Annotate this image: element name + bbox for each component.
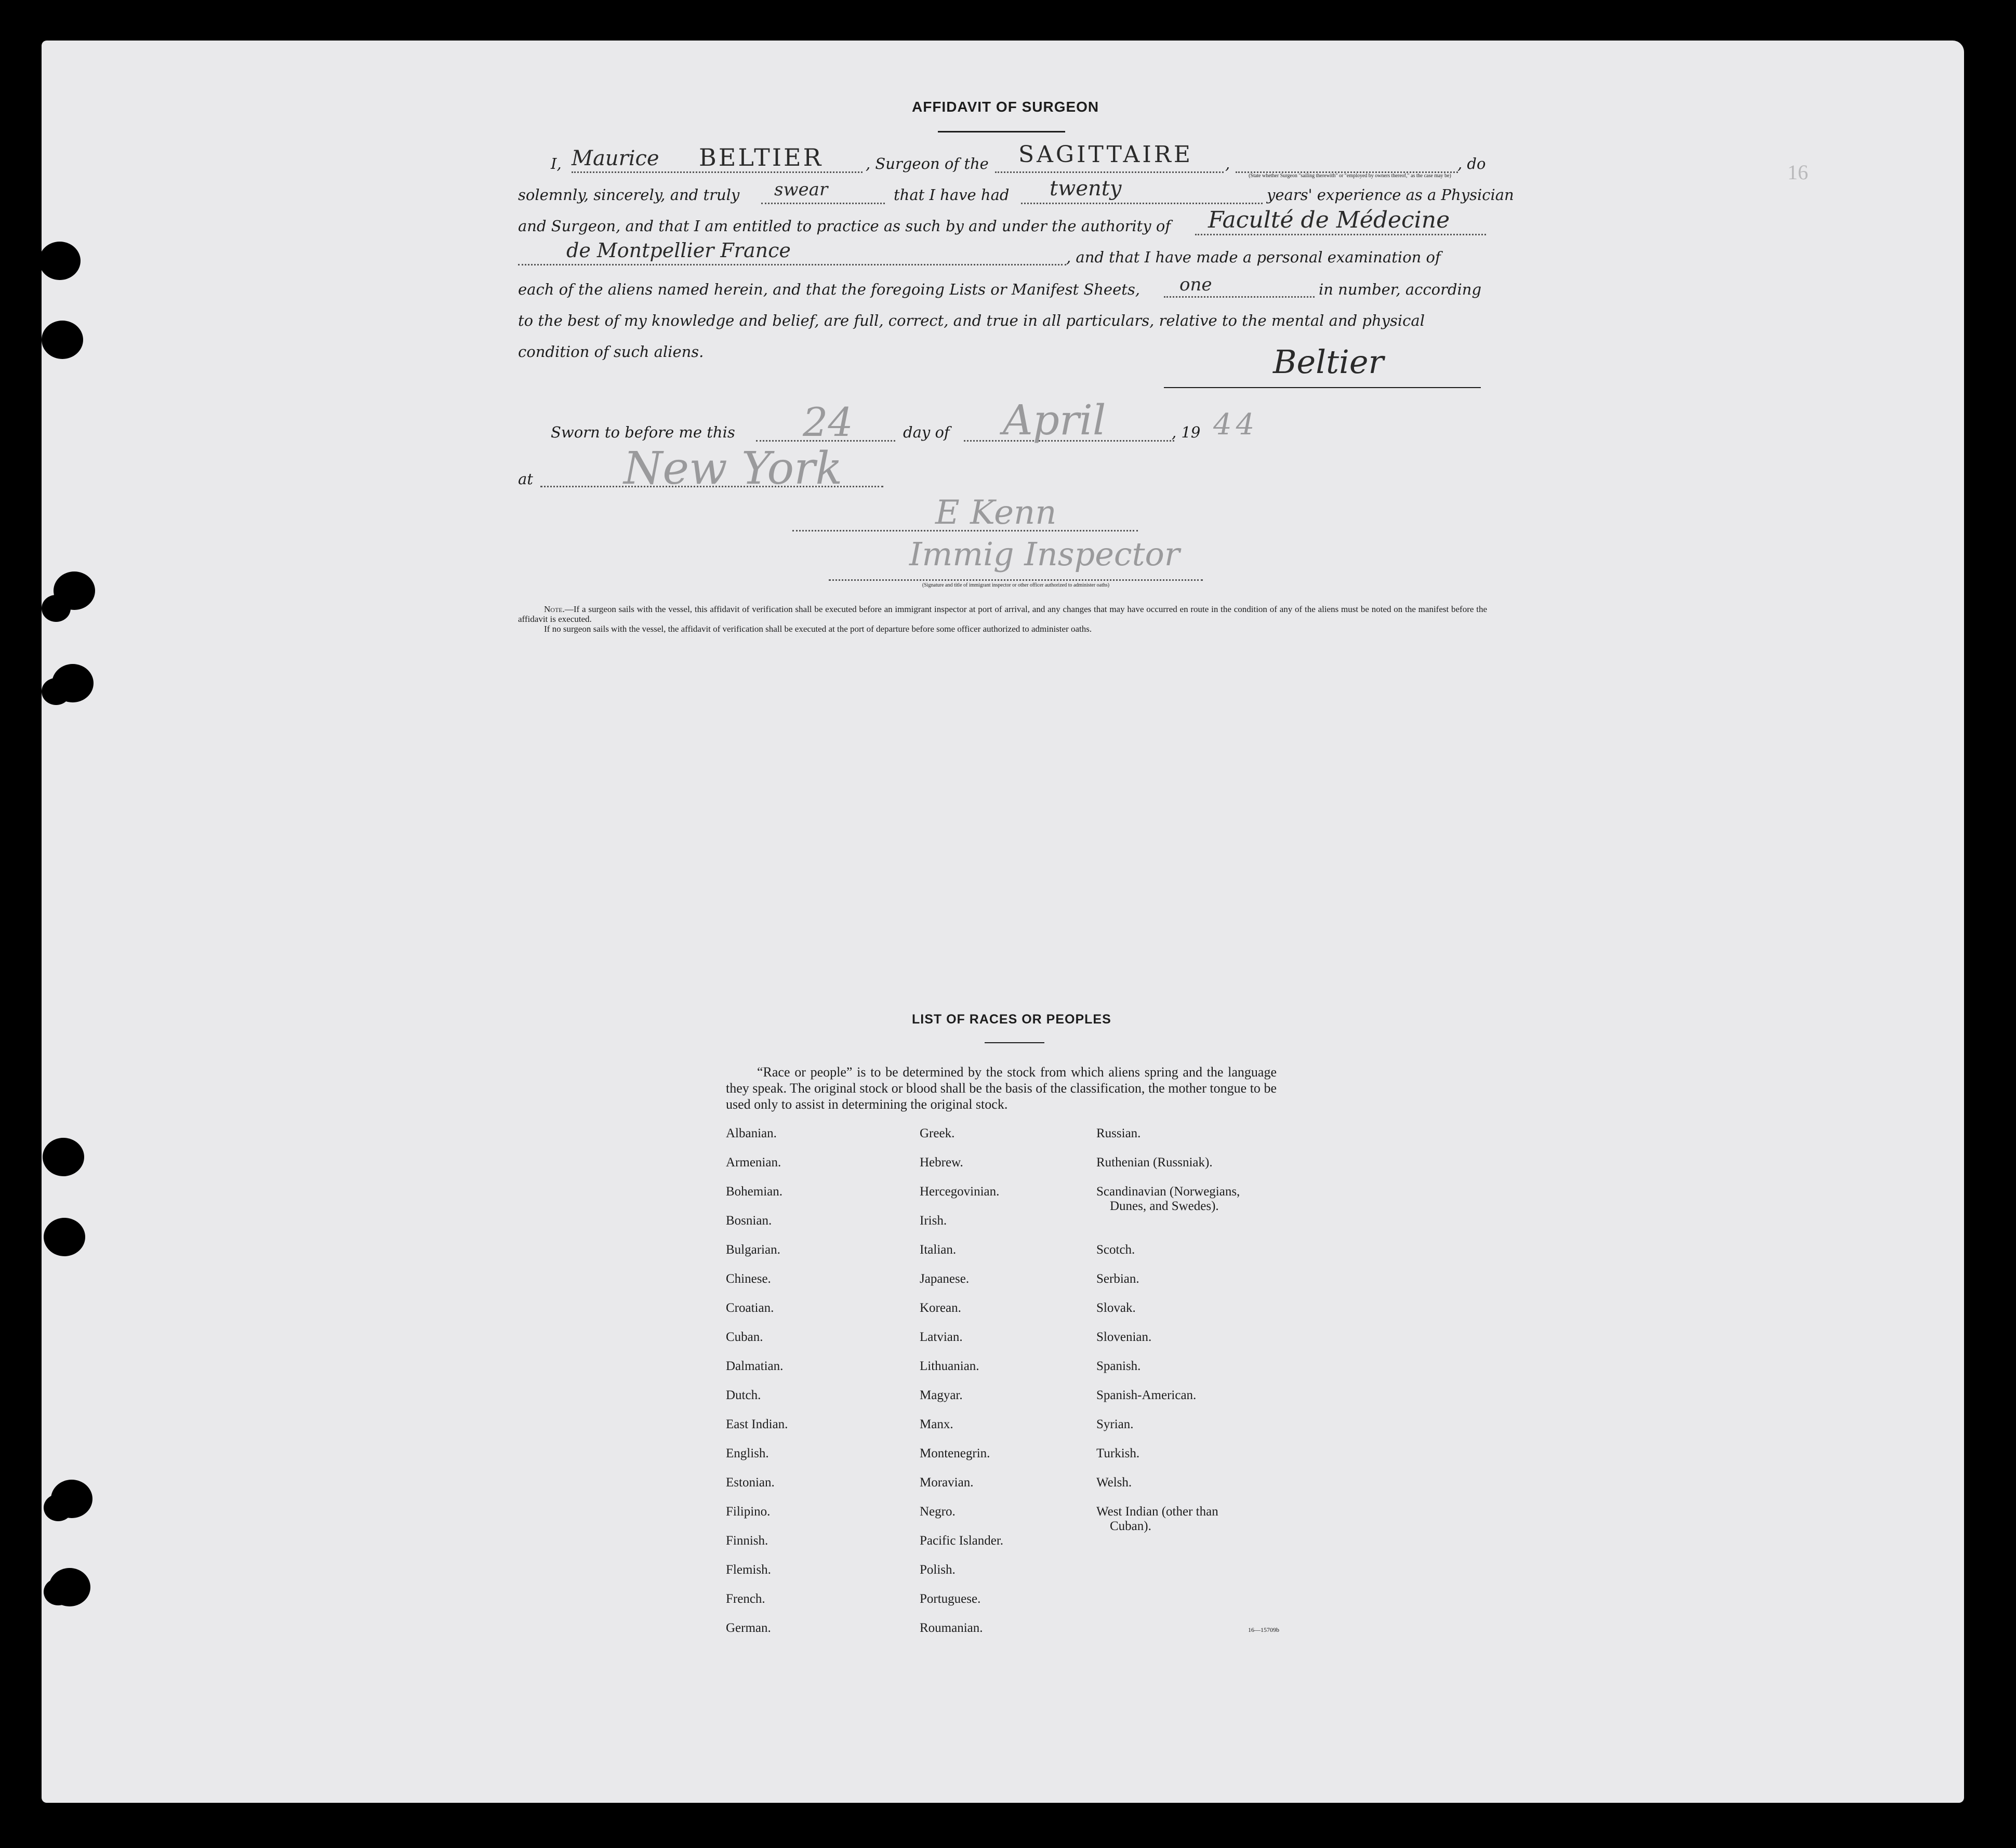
race-item: Scandinavian (Norwegians, [1096,1185,1240,1199]
binder-hole [44,1494,73,1521]
race-item: Flemish. [726,1563,771,1577]
binder-hole [42,678,71,705]
race-item: West Indian (other than [1096,1505,1218,1519]
race-item: Lithuanian. [920,1359,979,1373]
race-item: Italian. [920,1243,957,1257]
binder-hole [44,1218,85,1256]
race-item: Serbian. [1096,1272,1139,1286]
race-item: English. [726,1446,769,1460]
race-item-continued: Cuban). [1110,1519,1151,1533]
note-lead: Note. [544,604,565,614]
binder-hole [43,1138,84,1176]
race-item: Latvian. [920,1330,963,1344]
dotted-line [1021,203,1263,204]
handwritten-signature: Beltier [1273,343,1384,381]
text: , 19 [1172,423,1201,441]
handwritten-surgeon-last: BELTIER [699,143,824,171]
dotted-line [518,264,1066,265]
text: , do [1457,155,1486,172]
race-item: Chinese. [726,1272,771,1286]
races-title-underline [985,1042,1044,1043]
dotted-line [1195,234,1486,235]
race-item: Spanish. [1096,1359,1141,1373]
race-item: Montenegrin. [920,1446,990,1460]
race-item: Albanian. [726,1126,777,1140]
signature-caption: (Signature and title of immigrant inspector or other officer authorized to administer oaths) [922,582,1110,588]
race-item: Hebrew. [920,1155,963,1169]
margin-mark: 16 [1787,161,1808,184]
text: condition of such aliens. [518,343,704,361]
handwritten-surgeon-first: Maurice [572,147,659,170]
text: I, [551,155,562,172]
race-item: Portuguese. [920,1592,981,1606]
handwritten-inspector-title: Immig Inspector [909,535,1180,573]
handwritten-month: April [1003,396,1106,444]
race-item: Hercegovinian. [920,1185,1000,1199]
dotted-line [829,579,1203,581]
dotted-line [761,203,885,204]
race-item: Syrian. [1096,1417,1134,1431]
race-item: Dutch. [726,1388,761,1402]
text: each of the aliens named herein, and that the foregoing Lists or Manifest Sheets, [518,281,1140,298]
dotted-line [572,171,863,173]
race-item-continued: Dunes, and Swedes). [1110,1199,1219,1213]
text: day of [903,423,950,441]
race-item: Finnish. [726,1534,768,1548]
race-item: Roumanian. [920,1621,983,1635]
race-item: Turkish. [1096,1446,1140,1460]
owner-note: (State whether Surgeon "sailing therewith" or "employed by owners thereof," as the case may be) [1249,173,1451,179]
note-text-1: —If a surgeon sails with the vessel, this affidavit of verification shall be executed before an immigrant inspector at port of arrival, and any changes that may have occurred en route in the condition of any of the aliens must be noted on the manifest before the affidavit is executed. [518,604,1487,624]
handwritten-authority-2: de Montpellier France [566,239,791,262]
affidavit-note [518,604,1487,634]
title-underline [938,131,1065,132]
handwritten-years: twenty [1050,177,1122,201]
text: at [518,470,533,488]
affidavit-title: AFFIDAVIT OF SURGEON [912,99,1099,115]
text: , and that I have made a personal examination of [1066,248,1441,266]
race-item: Korean. [920,1301,961,1315]
race-item: Filipino. [726,1505,771,1519]
note-text-2: If no surgeon sails with the vessel, the affidavit of verification shall be executed at the port of departure before some officer authorized to administer oaths. [544,624,1092,634]
text: , Surgeon of the [866,155,989,172]
race-item: Estonian. [726,1475,775,1490]
race-item: Ruthenian (Russniak). [1096,1155,1213,1169]
handwritten-place: New York [624,443,843,495]
handwritten-swear: swear [774,179,828,200]
race-item: Scotch. [1096,1243,1135,1257]
race-item: Welsh. [1096,1475,1132,1490]
race-item: East Indian. [726,1417,788,1431]
text: solemnly, sincerely, and truly [518,186,740,204]
race-item: Polish. [920,1563,956,1577]
race-item: Armenian. [726,1155,781,1169]
races-intro: “Race or people” is to be determined by the stock from which aliens spring and the language they speak. The original stock or blood shall be the basis of the classification, the mother tongue to be used only to assist in determining the original stock. [726,1065,1277,1112]
race-item: Greek. [920,1126,955,1140]
handwritten-day: 24 [803,399,853,445]
binder-hole [44,1578,73,1605]
handwritten-authority-1: Faculté de Médecine [1208,207,1450,233]
form-number: 16—15709b [1248,1626,1279,1633]
text: that I have had [894,186,1010,204]
binder-hole [42,595,71,622]
race-item: Croatian. [726,1301,774,1315]
handwritten-sheets: one [1179,274,1212,295]
race-item: Russian. [1096,1126,1141,1140]
text: and Surgeon, and that I am entitled to practice as such by and under the authority of [518,217,1171,235]
race-item: Irish. [920,1214,947,1228]
handwritten-vessel: SAGITTAIRE [1018,141,1193,168]
race-item: Pacific Islander. [920,1534,1004,1548]
binder-hole [42,321,83,359]
race-item: Moravian. [920,1475,974,1490]
races-title: LIST OF RACES OR PEOPLES [912,1012,1111,1027]
dotted-line [1164,296,1315,298]
binder-hole [39,242,81,280]
text: Sworn to before me this [551,423,735,441]
race-item: Bohemian. [726,1185,783,1199]
race-item: Cuban. [726,1330,763,1344]
race-item: Magyar. [920,1388,963,1402]
race-item: Dalmatian. [726,1359,784,1373]
handwritten-year: 44 [1213,408,1259,442]
text: , [1225,155,1230,172]
race-item: German. [726,1621,771,1635]
race-item: Slovak. [1096,1301,1136,1315]
race-item: Bulgarian. [726,1243,780,1257]
signature-line [1164,387,1481,388]
race-item: Bosnian. [726,1214,772,1228]
text: in number, according [1319,281,1482,298]
race-item: French. [726,1592,765,1606]
race-item: Manx. [920,1417,953,1431]
dotted-line [792,530,1138,531]
dotted-line [995,171,1224,173]
race-item: Slovenian. [1096,1330,1152,1344]
handwritten-inspector-signature: E Kenn [935,494,1057,532]
race-item: Japanese. [920,1272,970,1286]
race-item: Negro. [920,1505,956,1519]
text: to the best of my knowledge and belief, are full, correct, and true in all particulars, relative to the mental and physical [518,312,1425,329]
text: years' experience as a Physician [1267,186,1514,204]
race-item: Spanish-American. [1096,1388,1197,1402]
